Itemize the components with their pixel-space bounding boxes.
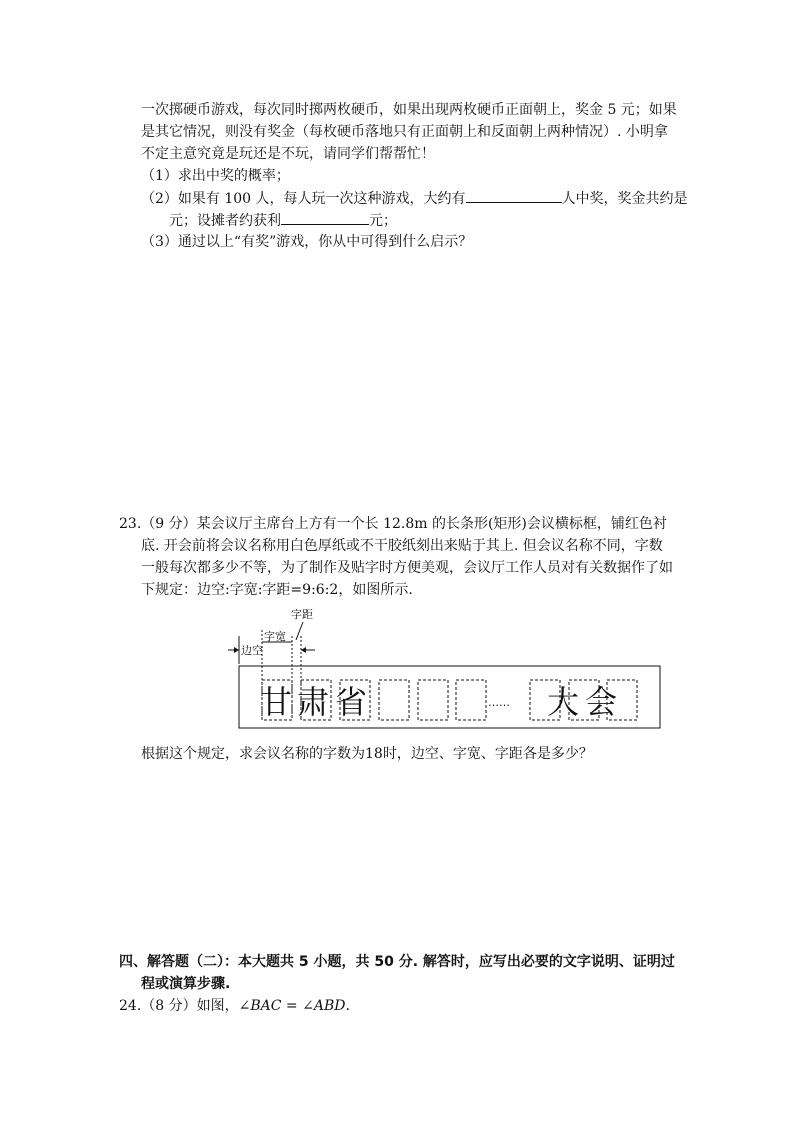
q24-suffix: . bbox=[345, 998, 350, 1014]
q22-sub-question-3: （3）通过以上“有奖”游戏，你从中可得到什么启示？ bbox=[141, 234, 473, 250]
q23-line-3: 一般每次都多少不等，为了制作及贴字时方便美观，会议厅工作人员对有关数据作了如 bbox=[141, 560, 673, 576]
q23-question: 根据这个规定，求会议名称的字数为18时，边空、字宽、字距各是多少？ bbox=[141, 746, 593, 762]
banner-ellipsis: …… bbox=[488, 696, 510, 709]
answer-blank-profit[interactable] bbox=[281, 210, 369, 225]
q23-line-1: 23.（9 分）某会议厅主席台上方有一个长 12.8m 的长条形(矩形)会议横标框，铺红色衬 bbox=[119, 516, 667, 532]
q22-line-2: 是其它情况，则没有奖金（每枚硬币落地只有正面朝上和反面朝上两种情况）. 小明拿 bbox=[141, 124, 668, 140]
q22-sub2-text-c: 元；设摊者约获利 bbox=[169, 213, 281, 229]
q22-sub-question-2 bbox=[141, 188, 688, 209]
q23-line-4: 下规定：边空:字宽:字距=9:6:2，如图所示. bbox=[141, 582, 413, 598]
banner-char-gan: 甘 bbox=[260, 683, 293, 721]
answer-blank-winners[interactable] bbox=[466, 188, 562, 203]
banner-char-su: 肃 bbox=[297, 683, 330, 721]
q22-sub2-text-d: 元； bbox=[369, 213, 397, 229]
section-4-heading-line-2: 程或演算步骤. bbox=[141, 976, 231, 992]
char-width-label: 字宽 bbox=[264, 630, 286, 643]
banner-char-da: 大 bbox=[547, 683, 580, 721]
margin-label: 边空 bbox=[241, 644, 263, 657]
char-gap-arrowhead bbox=[301, 647, 306, 653]
margin-arrowhead bbox=[234, 647, 239, 653]
banner-char-hui: 会 bbox=[585, 683, 618, 721]
char-box-4 bbox=[379, 680, 409, 720]
q22-line-3: 不定主意究竟是玩还是不玩，请同学们帮帮忙！ bbox=[141, 146, 435, 162]
q23-line-2: 底. 开会前将会议名称用白色厚纸或不干胶纸刻出来贴于其上. 但会议名称不同，字数 bbox=[141, 538, 663, 554]
section-4-heading-line-1: 四、解答题（二）：本大题共 5 小题，共 50 分. 解答时，应写出必要的文字说明、证明过 bbox=[119, 954, 675, 970]
q24-prefix: 24.（8 分）如图， bbox=[119, 998, 239, 1014]
q22-sub-question-1: （1）求出中奖的概率； bbox=[141, 168, 290, 184]
q22-sub2-text-a: （2）如果有 100 人，每人玩一次这种游戏，大约有 bbox=[141, 191, 466, 207]
q24-angle-equation: ∠BAC = ∠ABD bbox=[238, 998, 346, 1014]
char-gap-label: 字距 bbox=[291, 608, 313, 621]
q22-sub2-text-b: 人中奖，奖金共约是 bbox=[561, 191, 688, 207]
q24-line bbox=[119, 996, 350, 1016]
q22-sub-question-2-cont bbox=[169, 210, 397, 231]
banner-figure bbox=[225, 600, 670, 735]
banner-char-sheng: 省 bbox=[335, 683, 368, 721]
q22-line-1: 一次掷硬币游戏，每次同时掷两枚硬币，如果出现两枚硬币正面朝上，奖金 5 元；如果 bbox=[141, 102, 677, 118]
char-box-6 bbox=[456, 680, 486, 720]
char-box-5 bbox=[418, 680, 448, 720]
char-gap-pointer bbox=[296, 622, 303, 640]
